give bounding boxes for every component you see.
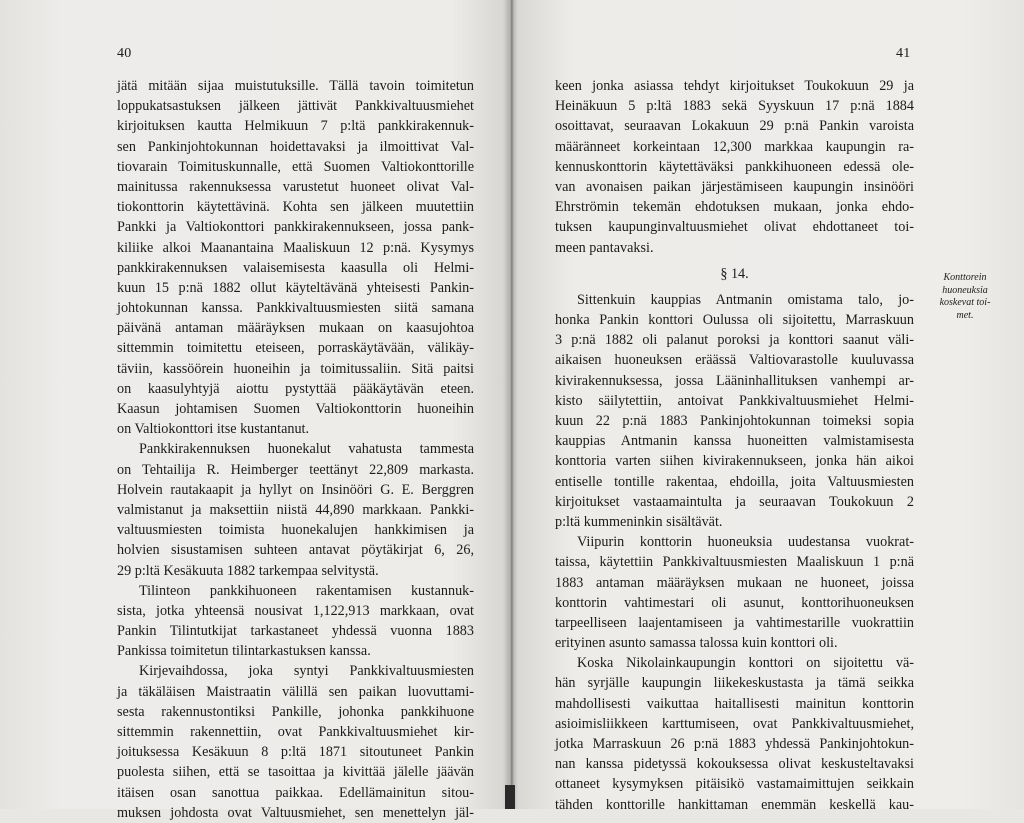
text-line: Kirjevaihdossa, joka syntyi Pankkivaltuusmiesten [139,663,474,680]
text-line: tarpeelliseen laajentamiseen ja vahtimestarille vuokrattiin [555,614,914,631]
text-line: kuun 22 p:nä 1883 Pankinjohtokunnan toimeksi sopia [555,413,914,429]
text-line: kauppias Antmanin kanssa huoneitten valmistamisesta [555,433,914,450]
text-line: määränneet korkeintaan 12,300 markkaa kaupungin ra- [555,138,914,155]
text-line: Tilinteon pankkihuoneen rakentamisen kustannuk- [139,582,474,599]
text-line: kennuskonttorin käytettäväksi pankkihuoneen edessä ole- [555,158,914,175]
text-line: jotka Marraskuun 26 p:nä 1883 yhdessä Pankinjohtokun- [555,736,914,752]
text-line: entiselle tontille rakentaa, ehdoilla, joita Valtuusmiesten [555,473,914,490]
text-line: honka Pankin konttori Oulussa oli sijoitettu, Marraskuun [555,312,914,329]
text-line: Kaasun johtamisen Suomen Valtiokonttorin huoneihin [117,401,474,417]
text-line: loppukatsastuksen jälkeen jättivät Pankkivaltuusmiehet [117,98,474,115]
left-page [0,0,505,821]
text-line: Pankissa toimitetun tilintarkastuksen kanssa. [117,643,371,660]
text-line: mainitussa rakennuksessa varustetut huoneet olivat Val- [117,178,474,195]
section-heading: § 14. [720,265,749,282]
text-line: kisto säilytettiin, antoivat Pankkivaltuusmiehet Helmi- [555,392,914,409]
text-line: Heinäkuun 5 p:ltä 1883 sekä Syyskuun 17 p:nä 1884 [555,98,914,115]
text-line: hän syrjälle kaupungin liikekeskustasta ja tämä seikka [555,675,914,692]
text-line: taissa, käytettiin Pankkivaltuusmiesten Maaliskuun 1 p:nä [555,554,914,571]
text-line: konttorin vahtimestari oli asunut, konttorihuoneuksen [555,594,914,611]
text-line: on kaasulyhtyjä aiottu pystyttää pääkäytävän eteen. [117,380,474,397]
text-line: osoittavat, seuraavan Lokakuun 29 p:nä Pankin varoista [555,118,914,135]
text-line: van avonaisen paikan järjestämiseen kaupungin insinööri [555,178,914,195]
text-line: jätä mitään sijaa muistutuksille. Tällä tavoin toimitetun [117,78,474,94]
text-line: konttoria varten siihen kivirakennukseen, jonka hän aikoi [555,453,914,470]
text-column [555,76,914,815]
text-line: kuun 15 p:nä 1882 ollut käyteltävänä yhteisesti Pankin- [117,279,474,296]
text-line: päivänä antaman määräyksen mukaan on kaasujohtoa [117,320,474,337]
text-line: valmistanut ja maksettiin niistä 44,890 markkaan. Pankki- [117,501,474,518]
text-line: Holvein rautakaapit ja hyllyt on Insinööri G. E. Berggren [117,481,474,498]
text-line: 29 p:ltä Kesäkuuta 1882 tarkempaa selvitystä. [117,562,379,579]
text-line: on Valtiokonttori itse kustantanut. [117,421,310,438]
margin-note-line: koskevat toi- [939,297,991,308]
text-line: Pankin Tilintutkijat tarkastaneet yhdessä vuonna 1883 [117,623,474,640]
text-line: Koska Nikolainkaupungin konttori on sijoitettu vä- [577,655,914,672]
text-line: Pankkirakennuksen huonekalut vahatusta tammesta [139,441,474,458]
text-line: tuksen kaupunginvaltuusmiehet olivat ehdottaneet toi- [555,219,914,236]
text-line: kirjoituksen kautta Helmikuun 7 p:ltä pankkirakennuk- [117,118,474,135]
text-line: tiokonttorin käytettävinä. Kohta sen jälkeen muutettiin [117,199,474,216]
text-line: ottaneet kysymyksen pitäisikö vastamaimittujen seikkain [555,776,914,793]
text-line: kirjoitukset vastaamaintulta ja seuraavan Toukokuun 2 [555,493,914,510]
text-line: Viipurin konttorin huoneuksia uudestansa vuokrat- [577,534,914,551]
text-line: ja täkäläisen Maistraatin välillä sen paikan luovuttami- [117,683,474,700]
text-line: 1883 antaman määräyksen mukaan ne huoneet, joissa [555,574,914,591]
text-line: Pankki ja Valtiokonttori pankkirakennukseen, jossa pank- [117,219,474,236]
text-line: holvien sisustamisen suhteen antavat pöytäkirjat 6, 26, [117,542,474,559]
text-line: sittemmin toimitettu eteiseen, porraskäytävään, välikäy- [117,340,474,357]
text-line: sesta rakennustontiksi Pankille, johonka pankkihuone [117,703,474,720]
text-line: mahdollisesti vaikuttaa haitallisesti mainitun konttorin [555,695,914,712]
text-line: erityinen asunto samassa talossa kuin konttori oli. [555,635,838,652]
text-line: meen pantavaksi. [555,239,654,256]
text-line: täviin, kassöörein huoneihin ja toimitussaliin. Sitä paitsi [117,360,474,377]
text-line: aikaisen huoneuksen eräässä Valtiovarastolle kuuluvassa [555,352,914,369]
text-line: tähden konttorille hankittaman enemmän keskellä kau- [555,796,914,813]
text-line: pankkirakennuksen valaisemisesta kaasulla oli Helmi- [117,259,474,276]
binding-edge [505,785,515,809]
margin-note [930,272,1000,322]
page-number: 41 [896,46,911,61]
right-page [516,0,1024,813]
text-line: muksen johdosta ovat Valtuusmiehet, sen menettelyn jäl- [117,804,474,821]
text-line: p:ltä kummeninkin sisältävät. [555,513,723,530]
text-line: asioimisliikkeen karttumiseen, ovat Pankkivaltuusmiehet, [555,715,914,732]
text-line: sen Pankinjohtokunnan hoidettavaksi ja ilmoittivat Val- [117,138,474,155]
text-line: itäisen osan sanottua paikkaa. Edellämainitun sitou- [117,784,474,801]
text-line: Sittenkuin kauppias Antmanin omistama talo, jo- [577,291,914,308]
text-line: kivirakennuksessa, jossa Lääninhallituksen vanhempi ar- [555,372,914,389]
text-line: valtuusmiesten toimista huonekalujen hankkimisen ja [117,522,474,539]
page-number: 40 [117,46,132,61]
margin-note-line: huoneuksia [942,284,988,296]
text-line: on Tehtailija R. Heimberger teettänyt 22,809 markasta. [117,461,474,478]
text-column [117,76,474,823]
margin-note-line: met. [956,309,974,321]
margin-note-line: Konttorein [943,272,987,283]
text-line: Ehrströmin tekemän ehdotuksen mukaan, jonka ehdo- [555,199,914,216]
text-line: joituksessa Kesäkuun 8 p:ltä 1871 sitoutuneet Pankin [117,744,474,761]
text-line: puolesta siihen, että se tasoittaa ja kivittää jälelle jäävän [117,764,474,781]
text-line: sittemmin rakennettiin, ovat Pankkivaltuusmiehet kir- [117,724,474,740]
text-line: 3 p:nä 1882 oli palanut poroksi ja konttori saanut väli- [555,332,914,349]
text-line: keen jonka asiassa tehdyt kirjoitukset Toukokuun 29 ja [555,78,914,94]
text-line: nan kanssa pidetyssä kokouksessa olivat keskusteltavaksi [555,756,914,773]
text-line: sista, jotka yhteensä nousivat 1,122,913 markkaan, ovat [117,602,474,619]
text-line: johtokunnan kanssa. Pankkivaltuusmiesten siitä samana [117,300,474,317]
text-line: kiliike alkoi Maanantaina Maaliskuun 12 p:nä. Kysymys [117,239,474,256]
text-line: tiovarain Toimituskunnalle, että Suomen Valtiokonttorille [117,158,474,175]
